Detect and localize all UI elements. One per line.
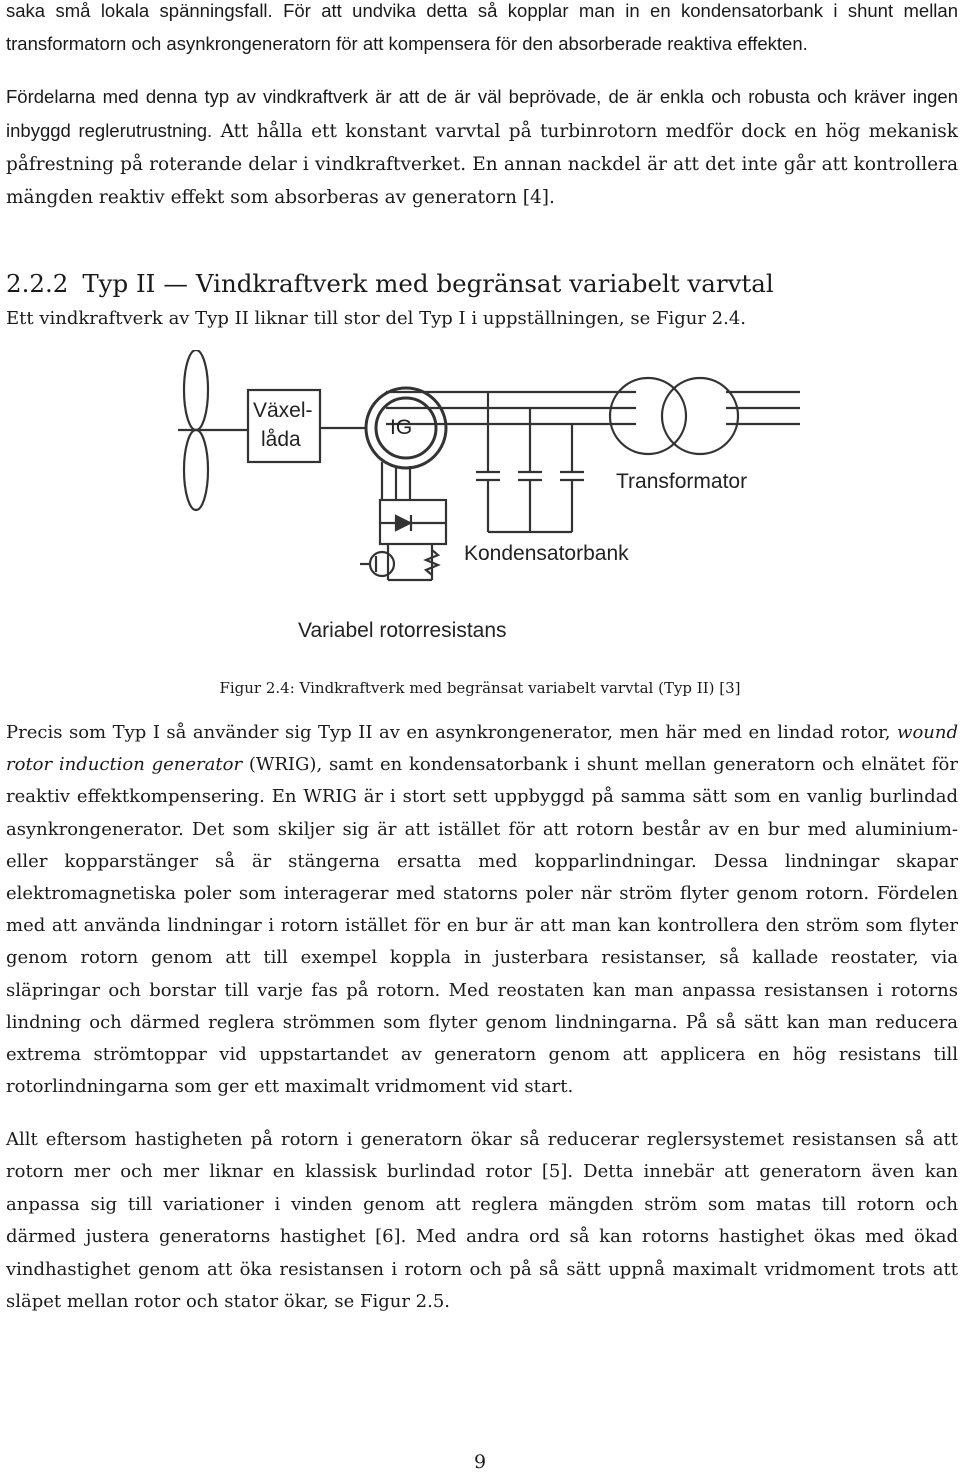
transformer-secondary-icon [662,378,738,454]
blade-top-icon [184,350,208,430]
transistor-icon [370,552,394,576]
paragraph-body-text1: Precis som Typ I så använder sig Typ II av en asynkrongenerator, men här med en lindad rotor, [6,722,898,743]
figure-wind-turbine-diagram [170,350,810,650]
gearbox-label-line1: Växel- [253,399,313,422]
diode-icon [396,516,410,530]
page-number: 9 [473,1451,487,1473]
blade-bottom-icon [184,430,208,510]
gearbox-label-line2: låda [261,428,301,451]
section-number: 2.2.2 [6,269,69,298]
section-intro: Ett vindkraftverk av Typ II liknar till stor del Typ I i uppställningen, se Figur 2.4. [6,308,747,329]
generator-label: IG [390,416,413,439]
paragraph-advantages [6,80,958,214]
paragraph-body2: Allt eftersom hastigheten på rotorn i generatorn ökar så reducerar reglersystemet resistansen så att rotorn mer och mer liknar en klassisk burlindad rotor [5]. Detta innebär att generatorn även kan anpassa sig till variationer i vinden genom att reglera mängden ström som matas till rotorn och därmed justera generatorns hastighet [6]. Med andra ord så kan rotorns hastighet ökas med ökad vindhastighet genom att öka resistansen i rotorn och på så sätt uppnå maximalt vridmoment trots att släpet mellan rotor och stator ökar, se Figur 2.5. [6,1129,958,1313]
paragraph-advantages-part1: Fördelarna med denna typ av vindkraftverk är att de är väl beprövade, de är enkla och robusta och kräver ingen inbyggd reglerutrustning. [6,86,958,141]
paragraph-advantages-part2: Att hålla ett konstant varvtal på turbinrotorn medför dock en hög mekanisk påfrestning på roterande delar i vindkraftverket. En annan nackdel är att det inte går att kontrollera mängden reaktiv effekt som absorberas av generatorn [4]. [6,121,958,208]
circuit-diagram [170,350,810,650]
paragraph-body [6,717,958,1103]
paragraph-top: saka små lokala spänningsfall. För att undvika detta så kopplar man in en kondensatorbank i shunt mellan transformatorn och asynkrongeneratorn för att kompensera för den absorberade reaktiva effekten. [6,0,958,54]
section-title-part2: Vindkraftverk med begränsat variabelt varvtal [195,269,774,298]
paragraph-body-text2: (WRIG), samt en kondensatorbank i shunt mellan generatorn och elnätet för reaktiv effektkompensering. En WRIG är i stort sett uppbyggd på samma sätt som en vanlig burlindad asynkrongenerator. Det som skiljer sig är att istället för att rotorn består av en bur med aluminium- eller kopparstänger så är stängerna ersatta med kopparlindningar. Dessa lindningar skapar elektromagnetiska poler som interagerar med statorns poler när ström flyter genom rotorn. Fördelen med att använda lindningar i rotorn istället för en bur är att man kan kontrollera den ström som flyter genom rotorn genom att till exempel koppla in justerbara resistanser, så kallade reostater, via släpringar och borstar till varje fas på rotorn. Med reostaten kan man anpassa resistansen i rotorns lindning och därmed reglera strömmen som flyter genom lindningarna. På så sätt kan man reducera extrema strömtoppar vid uppstartandet av generatorn genom att applicera en hög resistans till rotorlindningarna som ger ett maximalt vridmoment vid start. [6,754,958,1098]
section-title-separator: — [163,269,188,298]
rotor-resistance-label: Variabel rotorresistans [298,619,507,642]
capacitor-bank-label: Kondensatorbank [464,542,629,565]
paragraph-body-italic: wound rotor induction generator [6,722,958,776]
section-title-part1: Typ II [82,269,156,298]
transformer-primary-icon [610,378,686,454]
transformer-label: Transformator [616,470,748,493]
section-heading [6,266,958,302]
figure-caption: Figur 2.4: Vindkraftverk med begränsat variabelt varvtal (Typ II) [3] [219,679,741,697]
